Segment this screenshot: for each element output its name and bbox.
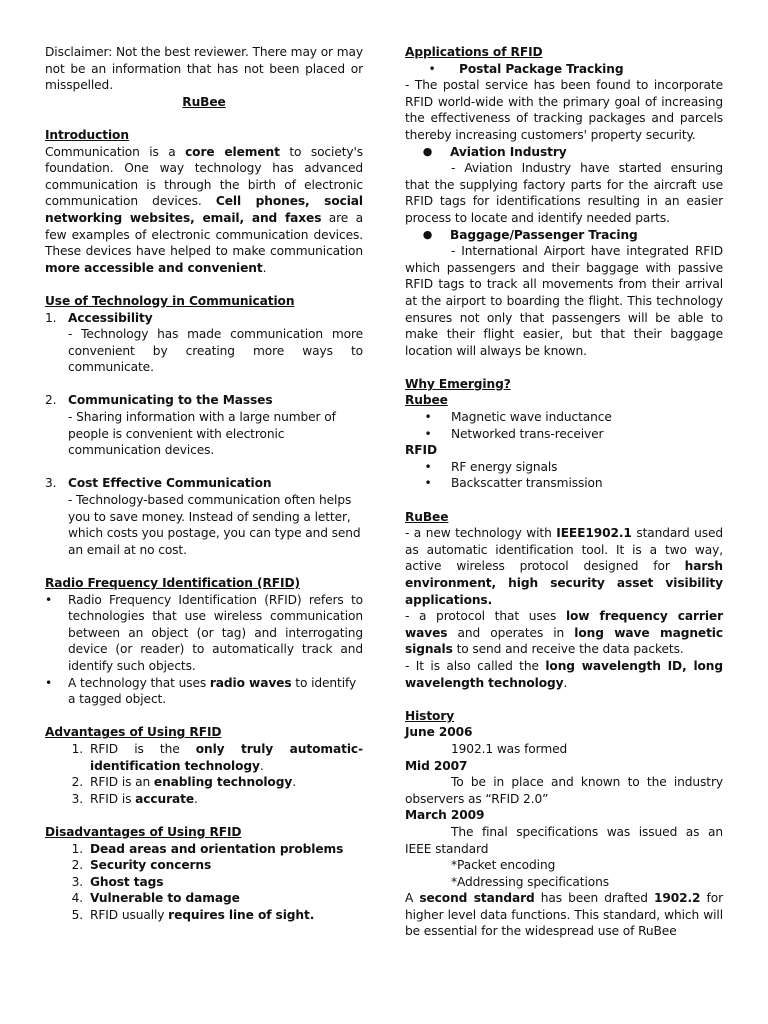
list-item (45, 890, 363, 907)
bold-text: IEEE1902.1 (556, 526, 632, 541)
final-paragraph (405, 890, 723, 940)
text-run: and operates in (447, 625, 575, 640)
list-number: 3. (71, 791, 83, 806)
text-run: A (405, 891, 420, 906)
history-text: The final specifications was issued as an IEEE standard (405, 824, 723, 856)
list-item (45, 907, 363, 924)
list-item (45, 791, 363, 808)
list-number: 2. (71, 775, 83, 790)
use-item-title: Communicating to the Masses (68, 393, 273, 408)
history-text: *Packet encoding (451, 858, 556, 873)
list-item (45, 841, 363, 858)
text-run: A technology that uses (68, 675, 210, 690)
disclaimer: Disclaimer: Not the best reviewer. There may or may not be an information that has not been placed or misspelled. (45, 45, 363, 93)
text-run: are a few examples of electronic communication devices. These devices have helped to make communication (45, 210, 363, 259)
text-run: standard used as automatic identification tool. It is a two way, active wireless protocol designed for (405, 526, 724, 574)
history-date: June 2006 (405, 725, 473, 740)
use-item-number: 2. (45, 393, 57, 408)
rubee-label: Rubee (405, 393, 448, 408)
use-item-number: 3. (45, 476, 57, 491)
disadvantages-list (45, 841, 363, 924)
left-column (45, 44, 363, 923)
text-run: has been drafted (534, 891, 654, 906)
history-date: March 2009 (405, 808, 485, 823)
bold-text: long wavelength ID, long wavelength technology (405, 658, 723, 690)
rfid-bullet-text (68, 675, 363, 708)
use-item-text: - Sharing information with a large number of people is convenient with electronic communication devices. (68, 410, 336, 458)
list-item-text (90, 741, 363, 774)
rubee-paragraph (405, 658, 723, 691)
history-text: To be in place and known to the industry observers as “RFID 2.0” (405, 775, 723, 806)
list-number: 3. (71, 874, 83, 889)
bold-text: accurate (135, 791, 195, 806)
list-item-text (90, 890, 363, 907)
introduction-heading: Introduction (45, 127, 129, 142)
application-title-text: Baggage/Passenger Tracing (450, 227, 638, 242)
rfid-label: RFID (405, 443, 437, 458)
bold-text: requires line of sight. (168, 907, 315, 922)
text-run: Radio Frequency Identification (RFID) refers to technologies that use wireless communication between an object (or tag) and interrogating device (or reader) to automatically track and identify such objects. (68, 592, 363, 673)
list-item-text (90, 791, 363, 808)
disadvantages-heading: Disadvantages of Using RFID (45, 824, 242, 839)
list-item-text (90, 841, 363, 858)
application-title: ● Aviation Industry (405, 144, 723, 161)
text-run: to identify a tagged object. (68, 675, 357, 707)
list-number: 5. (71, 907, 83, 922)
application-title: ● Baggage/Passenger Tracing (405, 227, 723, 244)
text-run: RFID is (90, 791, 136, 806)
list-item: • Magnetic wave inductance (405, 409, 723, 426)
list-item-text (90, 907, 363, 924)
use-of-technology-heading: Use of Technology in Communication (45, 293, 295, 308)
application-title-text: Aviation Industry (450, 144, 567, 159)
list-item-text: Magnetic wave inductance (451, 410, 612, 425)
bold-text: 1902.2 (653, 891, 701, 906)
bold-text: enabling technology (153, 775, 293, 790)
bold-text: Vulnerable to damage (90, 891, 240, 906)
use-item-number: 1. (45, 310, 57, 325)
text-run: Communication is a (45, 144, 186, 159)
use-item-text: - Technology-based communication often helps you to save money. Instead of sending a letter, which costs you postage, you can type and send an email at no cost. (68, 493, 361, 557)
text-run: . (194, 791, 198, 806)
right-column (405, 44, 723, 940)
list-item (45, 774, 363, 791)
application-text: - Aviation Industry have started ensuring that the supplying factory parts for the aircraft use RFID tags for identifications resulting in an easier process to locate and identify needed parts. (405, 161, 723, 225)
bold-text: Ghost tags (90, 874, 164, 889)
list-item-text: Networked trans-receiver (451, 426, 604, 441)
bold-text: more accessible and convenient (45, 260, 263, 275)
list-item (45, 874, 363, 891)
bold-text: low frequency carrier waves (405, 609, 723, 640)
advantages-list (45, 741, 363, 807)
list-item (45, 741, 363, 774)
bold-text: Dead areas and orientation problems (90, 841, 344, 856)
list-number: 1. (71, 841, 83, 856)
use-item (45, 392, 363, 458)
bold-text: Security concerns (90, 858, 212, 873)
text-run: RFID is the (90, 741, 196, 756)
text-run: - a protocol that uses (405, 609, 566, 624)
text-run: RFID usually (90, 907, 169, 922)
text-run: . (259, 758, 264, 773)
bold-text: radio waves (209, 675, 292, 690)
text-run: . (292, 775, 296, 790)
use-item-text: - Technology has made communication more convenient by creating more ways to communicate. (68, 327, 363, 375)
application-text: - The postal service has been found to incorporate RFID world-wide with the primary goal of increasing the effectiveness of tracking packages and parcels thereby increasing customers' property security. (405, 78, 723, 142)
rfid-bullet: • A technology that uses radio waves to identify a tagged object. (45, 675, 363, 708)
text-run: - a new technology with (405, 526, 557, 541)
history-heading: History (405, 708, 455, 723)
bold-text: only truly automatic-identification technology (90, 741, 363, 773)
list-item (45, 857, 363, 874)
list-number: 4. (71, 891, 83, 906)
list-item: • Networked trans-receiver (405, 426, 723, 443)
use-item (45, 310, 363, 376)
list-number: 1. (71, 741, 83, 756)
application-title: • Postal Package Tracking (428, 61, 624, 76)
history-date: Mid 2007 (405, 758, 468, 773)
text-run: . (563, 675, 568, 690)
use-item (45, 475, 363, 558)
list-item-text (90, 857, 363, 874)
bold-text: long wave magnetic signals (405, 625, 723, 657)
bold-text: core element (185, 144, 280, 159)
list-item-text (90, 874, 363, 891)
text-run: RFID is an (90, 775, 154, 790)
text-run: . (262, 260, 267, 275)
rfid-bullet: • Radio Frequency Identification (RFID) refers to technologies that use wireless communication between an object (or tag) and interrogating device (or reader) to automatically track and identify such objects. (45, 592, 363, 673)
advantages-heading: Advantages of Using RFID (45, 725, 222, 740)
list-item-text (90, 774, 363, 791)
application-text: - International Airport have integrated RFID which passengers and their baggage with passive RFID tags to track all movements from their arrival at the airport to boarding the flight. This technology ensures not only that passengers will be able to make their flight easier, but that their baggage location will always be known. (405, 244, 723, 358)
history-text: 1902.1 was formed (451, 741, 568, 756)
history-text: *Addressing specifications (451, 874, 609, 889)
bold-text: Cell phones, social networking websites, email, and faxes (45, 194, 363, 225)
list-item-text: RF energy signals (451, 459, 558, 474)
text-run: to society's foundation. One way technology has advanced communication is through the birth of electronic communication devices. (45, 144, 364, 209)
rubee-paragraph (405, 525, 723, 608)
bold-text: second standard (419, 891, 535, 906)
rfid-bullet-text (68, 592, 363, 675)
rfid-heading: Radio Frequency Identification (RFID) (45, 576, 300, 590)
text-run: - It is also called the (405, 658, 546, 673)
text-run: for higher level data functions. This standard, which will be essential for the widespread use of RuBee (405, 891, 723, 939)
applications-heading: Applications of RFID (405, 45, 543, 59)
application-title-text: Postal Package Tracking (459, 61, 624, 76)
bold-text: harsh environment, high security asset visibility applications. (405, 559, 723, 607)
use-item-title: Accessibility (68, 310, 153, 325)
text-run: to send and receive the data packets. (452, 642, 684, 657)
why-emerging-heading: Why Emerging? (405, 376, 511, 391)
list-number: 2. (71, 858, 83, 873)
rubee-heading: RuBee (405, 509, 449, 524)
rubee-paragraph (405, 608, 723, 658)
introduction-paragraph (45, 144, 363, 277)
list-item: • Backscatter transmission (405, 475, 723, 492)
list-item: • RF energy signals (405, 459, 723, 476)
list-item-text: Backscatter transmission (451, 476, 603, 491)
document-title: RuBee (182, 94, 226, 109)
use-item-title: Cost Effective Communication (68, 476, 272, 491)
